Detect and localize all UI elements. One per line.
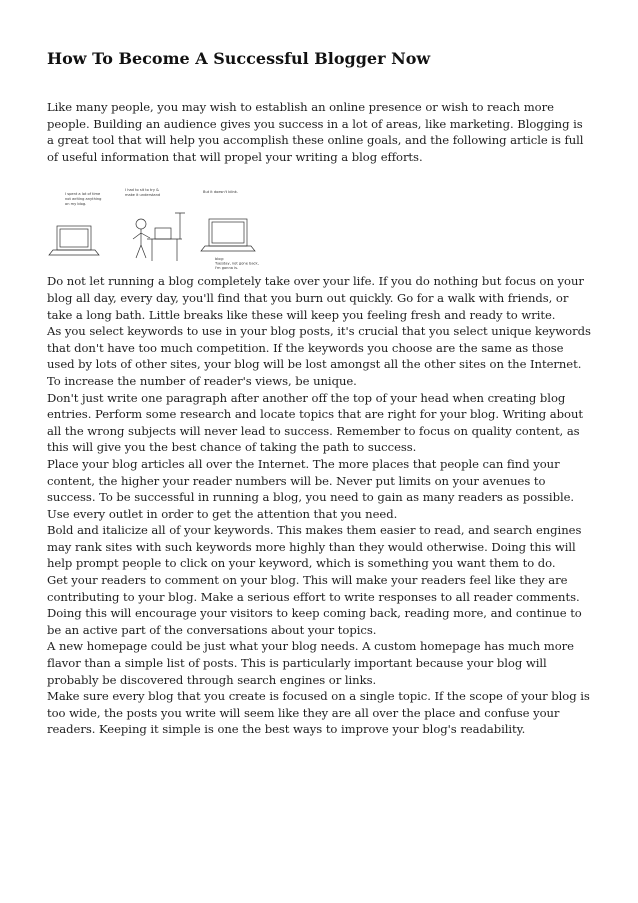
body-paragraph: Place your blog articles all over the Internet. The more places that people can find your content, the higher your reader numbers will be. Never put limits on your avenues to success. To be successful in running a blog, you need to gain as many readers as possible. Use every outlet in order to get the attention that you need.	[47, 456, 575, 521]
intro-paragraph: Like many people, you may wish to establish an online presence or wish to reach more people. Building an audience gives you success in a lot of areas, like marketing. Blogging is a great tool that will help you accomplish these online goals, and the following article is full of useful information that will propel your writing a blog efforts.	[47, 100, 584, 164]
body-paragraph: Get your readers to comment on your blog. This will make your readers feel like they are contributing to your blog. Make a serious effort to write responses to all reader comments. Doing this will encourage your visitors to keep coming back, reading more, and continue to be an active part of the conversations about your topics.	[47, 573, 582, 637]
panel2-caption: I had to sit to try & make it understand	[125, 188, 161, 198]
panel1-caption: I spent a lot of time not writing anything on my blog.	[65, 192, 102, 207]
body-paragraph: A new homepage could be just what your blog needs. A custom homepage has much more flavor than a simple list of posts. This is particularly important because your blog will probably be discovered through search engines or links.	[47, 639, 574, 687]
laptop-sketch-1	[49, 226, 99, 255]
panel3-note: blog: Tuesday, not gone back, I'm gonna is.	[215, 257, 259, 271]
panel3-caption: But it doesn't blink.	[203, 190, 239, 195]
laptop-sketch-2	[201, 219, 255, 251]
body-paragraph: Don't just write one paragraph after another off the top of your head when creating blog entries. Perform some research and locate topics that are right for your blog. Writing about all the wrong subjects will never lead to success. Remember to focus on quality content, as this will give you the best chance of taking the path to success.	[47, 390, 583, 455]
body-paragraph: As you select keywords to use in your blog posts, it's crucial that you select unique keywords that don't have too much competition. If the keywords you choose are the same as those used by lots of other sites, your blog will be lost amongst all the other sites on the Internet. To increase the number of reader's views, be unique.	[47, 324, 591, 388]
body-paragraph: Do not let running a blog completely take over your life. If you do nothing but focus on your blog all day, every day, you'll find that you burn out quickly. Go for a walk with friends, or take a long bath. Little breaks like these will keep you feeling fresh and ready to write.	[47, 274, 584, 322]
comic-drawing	[47, 183, 277, 273]
person-sketch	[133, 213, 185, 261]
comic-illustration	[47, 183, 277, 273]
body-paragraph: Make sure every blog that you create is focused on a single topic. If the scope of your blog is too wide, the posts you write will seem like they are all over the place and confuse your readers. Keeping it simple is one the best ways to improve your blog's readability.	[47, 689, 590, 737]
body-paragraph: Bold and italicize all of your keywords. This makes them easier to read, and search engines may rank sites with such keywords more highly than they would otherwise. Doing this will help prompt people to click on your keyword, which is something you want them to do.	[47, 523, 582, 571]
page-title: How To Become A Successful Blogger Now	[47, 49, 431, 68]
